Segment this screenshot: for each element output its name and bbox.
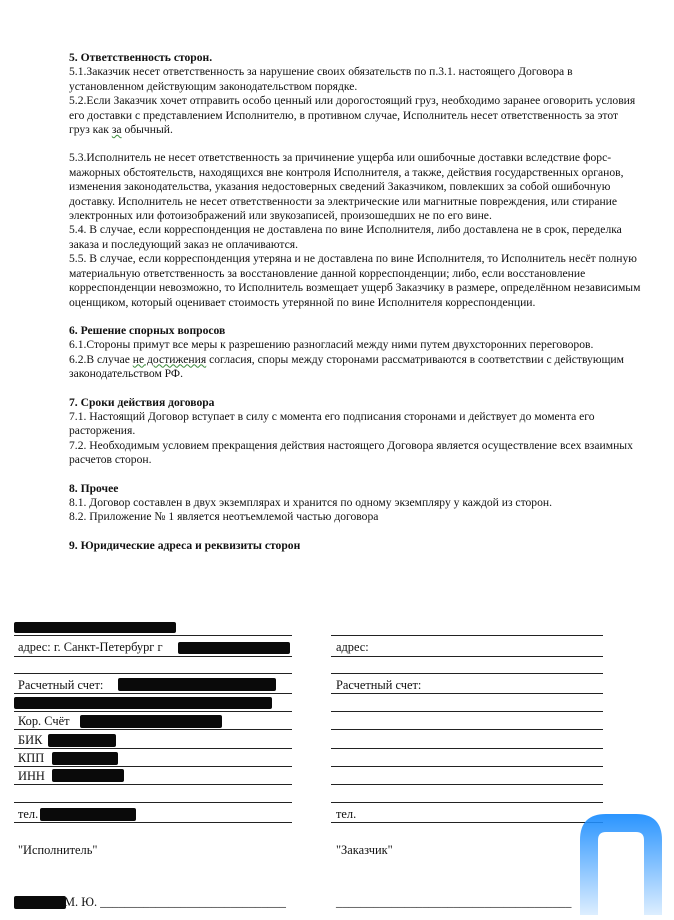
field-underline	[331, 673, 603, 674]
clause-5-2-end: обычный.	[121, 123, 173, 137]
executor-role: "Исполнитель"	[18, 843, 98, 857]
redaction-bar	[48, 734, 116, 747]
field-underline	[14, 635, 292, 636]
field-underline	[331, 656, 603, 657]
executor-tel-label: тел.	[18, 807, 39, 821]
field-underline	[331, 784, 603, 785]
logo-icon	[576, 810, 666, 915]
clause-5-2	[69, 94, 641, 137]
section-8-title: 8. Прочее	[69, 481, 119, 495]
spellcheck-word: не достижения	[132, 352, 207, 366]
field-underline	[14, 693, 292, 694]
field-underline	[14, 656, 292, 657]
section-9-title: 9. Юридические адреса и реквизиты сторон	[69, 538, 301, 552]
section-7-title: 7. Сроки действия договора	[69, 395, 215, 409]
clause-6-2-text: 6.2.В случае	[69, 352, 133, 366]
clause-8-1: 8.1. Договор составлен в двух экземплярах и хранится по одному экземпляру у каждой из сторон.	[69, 495, 552, 509]
section-5-title: 5. Ответственность сторон.	[69, 51, 213, 64]
customer-address: адрес:	[336, 640, 369, 654]
clause-5-3: 5.3.Исполнитель не несет ответственность за причинение ущерба или ошибочные доставки вследствие форс-мажорных обстоятельств, находящихся вне контроля Исполнителя, а также, действия государственных органов, изменения законодательства, указания недостоверных сведений Заказчиком, повлекших за собой ошибочную доставку. Исполнитель не несет ответственности за электрические или магнитные повреждения, или стирание электронных или фотоизображений или звукозаписей, произошедших не по его вине.	[69, 151, 624, 223]
field-underline	[14, 766, 292, 767]
customer-signature-line: ______________________________________	[336, 895, 572, 909]
executor-signature-line: М. Ю. ______________________________	[64, 895, 287, 909]
section-6-title: 6. Решение спорных вопросов	[69, 323, 226, 337]
field-underline	[331, 711, 603, 712]
redaction-bar	[14, 697, 272, 709]
clause-7-2: 7.2. Необходимым условием прекращения действия настоящего Договора является осуществление всех взаимных расчетов сторон.	[69, 438, 633, 467]
redaction-bar	[40, 808, 136, 821]
field-underline	[14, 784, 292, 785]
clause-5-2-text: 5.2.Если Заказчик хочет отправить особо ценный или дорогостоящий груз, необходимо заранее оговорить условия его доставки с представлением Исполнителю, в противном случае, Исполнитель несет ответственность за этот груз как	[69, 94, 636, 137]
field-underline	[331, 693, 603, 694]
clause-6-1: 6.1.Стороны примут все меры к разрешению разногласий между ними путем двухсторонних переговоров.	[69, 338, 594, 352]
executor-address: адрес: г. Санкт-Петербург г	[18, 640, 163, 654]
field-underline	[331, 635, 603, 636]
redaction-bar	[52, 769, 124, 782]
spellcheck-word: за	[111, 123, 122, 137]
customer-tel-label: тел.	[336, 807, 357, 821]
redaction-bar	[118, 678, 276, 691]
clause-6-2	[69, 353, 641, 382]
executor-kpp-label: КПП	[18, 751, 45, 765]
field-underline	[14, 673, 292, 674]
redaction-bar	[14, 622, 176, 633]
field-underline	[331, 822, 603, 823]
field-underline	[331, 766, 603, 767]
clause-7-1: 7.1. Настоящий Договор вступает в силу с момента его подписания сторонами и действует до момента его расторжения.	[69, 409, 595, 438]
executor-account-label: Расчетный счет:	[18, 678, 104, 692]
contract-text	[69, 51, 641, 553]
clause-6-2-end: согласия, споры между сторонами рассматриваются в соответствии с действующим законодательством РФ.	[69, 352, 624, 381]
clause-5-5: 5.5. В случае, если корреспонденция утеряна и не доставлена по вине Исполнителя, то Исполнитель несёт полную материальную ответственность за восстановление данной корреспонденции; либо, если восстановление корреспонденции невозможно, то Исполнитель возмещает ущерб Заказчику в размере, определённом независимым оценщиком, который оценивает стоимость утерянной по вине Исполнителя корреспонденции.	[69, 252, 641, 309]
field-underline	[14, 748, 292, 749]
customer-role: "Заказчик"	[336, 843, 393, 857]
field-underline	[14, 711, 292, 712]
executor-inn-label: ИНН	[18, 769, 45, 783]
field-underline	[331, 729, 603, 730]
field-underline	[331, 802, 603, 803]
redaction-bar	[52, 752, 118, 765]
redaction-bar	[14, 896, 66, 909]
field-underline	[331, 748, 603, 749]
executor-corr-label: Кор. Счёт	[18, 714, 70, 728]
redaction-bar	[80, 715, 222, 728]
customer-account-label: Расчетный счет:	[336, 678, 422, 692]
executor-bik-label: БИК	[18, 733, 43, 747]
clause-8-2: 8.2. Приложение № 1 является неотъемлемой частью договора	[69, 510, 379, 524]
field-underline	[14, 822, 292, 823]
redaction-bar	[178, 642, 290, 654]
field-underline	[14, 729, 292, 730]
field-underline	[14, 802, 292, 803]
clause-5-4: 5.4. В случае, если корреспонденция не доставлена по вине Исполнителя, либо доставлена не в срок, переделка заказа и последующий заказ не оплачиваются.	[69, 223, 622, 251]
clause-5-1: 5.1.Заказчик несет ответственность за нарушение своих обязательств по п.3.1. настоящего Договора в установленном действующим законодательством порядке.	[69, 65, 573, 93]
